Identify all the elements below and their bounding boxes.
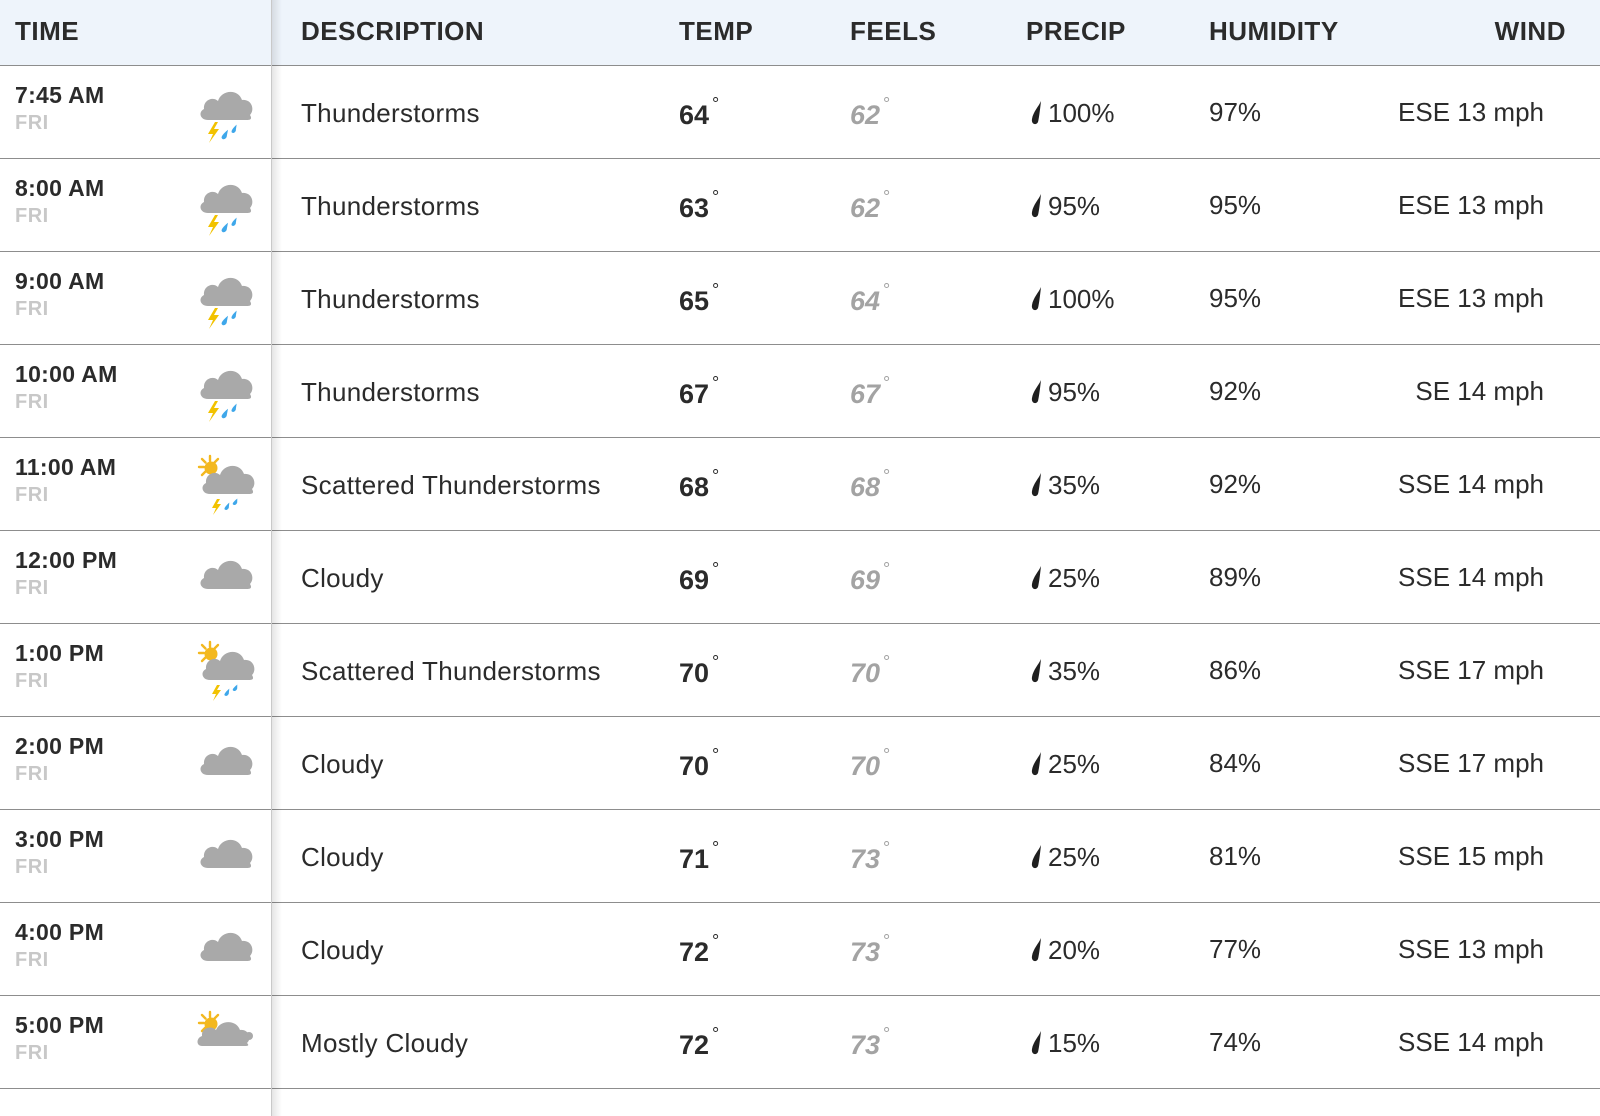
row-time: 7:45 AM: [15, 82, 105, 108]
table-row[interactable]: [0, 159, 1600, 252]
row-temp: [679, 466, 720, 503]
row-description: Thunderstorms: [301, 98, 480, 128]
row-humidity: 86%: [1209, 655, 1262, 685]
row-time: 1:00 PM: [15, 640, 105, 666]
raindrop-icon: [1030, 658, 1044, 684]
row-feels-value: 73: [850, 844, 881, 874]
row-temp: [679, 373, 720, 410]
row-temp: [679, 94, 720, 131]
row-description: Cloudy: [301, 935, 384, 965]
row-temp-value: 64: [679, 100, 710, 130]
row-feels: [850, 652, 891, 689]
row-precip: [1030, 749, 1100, 780]
row-description: Scattered Thunderstorms: [301, 470, 601, 500]
row-day: FRI: [15, 205, 49, 227]
cloud-icon: [194, 545, 258, 609]
row-day: FRI: [15, 484, 49, 506]
raindrop-icon: [1030, 379, 1044, 405]
row-time: 4:00 PM: [15, 919, 105, 945]
degree-symbol: °: [883, 466, 891, 486]
row-precip: [1030, 191, 1100, 222]
row-precip: [1030, 1028, 1100, 1059]
row-precip-value: 35%: [1048, 470, 1101, 500]
row-humidity: 95%: [1209, 190, 1262, 220]
row-feels-value: 70: [850, 658, 881, 688]
row-humidity: 89%: [1209, 562, 1262, 592]
table-row[interactable]: [0, 345, 1600, 438]
row-temp-value: 68: [679, 472, 710, 502]
row-feels-value: 70: [850, 751, 881, 781]
row-feels: [850, 94, 891, 131]
row-temp-value: 71: [679, 844, 710, 874]
row-time: 11:00 AM: [15, 454, 117, 480]
row-precip: [1030, 377, 1100, 408]
degree-symbol: °: [712, 559, 720, 579]
row-precip-value: 100%: [1048, 284, 1115, 314]
cloud-icon: [194, 731, 258, 795]
degree-symbol: °: [883, 838, 891, 858]
row-temp: [679, 187, 720, 224]
row-wind: SE 14 mph: [1415, 376, 1544, 406]
row-day: FRI: [15, 670, 49, 692]
row-precip-value: 95%: [1048, 377, 1101, 407]
row-description: Thunderstorms: [301, 191, 480, 221]
row-temp-value: 65: [679, 286, 710, 316]
row-precip-value: 25%: [1048, 563, 1101, 593]
table-row[interactable]: [0, 66, 1600, 159]
degree-symbol: °: [883, 652, 891, 672]
row-feels: [850, 745, 891, 782]
row-precip: [1030, 98, 1115, 129]
row-feels: [850, 280, 891, 317]
row-temp: [679, 1024, 720, 1061]
row-temp-value: 72: [679, 1030, 710, 1060]
row-humidity: 84%: [1209, 748, 1262, 778]
degree-symbol: °: [883, 931, 891, 951]
row-precip: [1030, 470, 1100, 501]
degree-symbol: °: [883, 280, 891, 300]
row-humidity: 97%: [1209, 97, 1262, 127]
row-precip-value: 15%: [1048, 1028, 1101, 1058]
row-precip: [1030, 563, 1100, 594]
degree-symbol: °: [883, 559, 891, 579]
row-time: 12:00 PM: [15, 547, 118, 573]
degree-symbol: °: [712, 931, 720, 951]
row-time: 10:00 AM: [15, 361, 118, 387]
table-row[interactable]: [0, 624, 1600, 717]
row-precip: [1030, 284, 1115, 315]
row-temp: [679, 280, 720, 317]
row-feels-value: 68: [850, 472, 881, 502]
row-temp: [679, 931, 720, 968]
row-wind: SSE 14 mph: [1398, 469, 1544, 499]
row-feels-value: 69: [850, 565, 881, 595]
row-wind: ESE 13 mph: [1398, 97, 1544, 127]
row-temp: [679, 745, 720, 782]
cloud-icon: [194, 917, 258, 981]
row-humidity: 95%: [1209, 283, 1262, 313]
row-precip-value: 35%: [1048, 656, 1101, 686]
row-wind: SSE 14 mph: [1398, 1027, 1544, 1057]
thunderstorm-icon: [194, 359, 258, 423]
raindrop-icon: [1030, 193, 1044, 219]
row-description: Thunderstorms: [301, 377, 480, 407]
degree-symbol: °: [712, 466, 720, 486]
row-precip: [1030, 935, 1100, 966]
row-humidity: 92%: [1209, 376, 1262, 406]
row-description: Thunderstorms: [301, 284, 480, 314]
row-feels-value: 73: [850, 1030, 881, 1060]
row-temp-value: 67: [679, 379, 710, 409]
table-row[interactable]: [0, 438, 1600, 531]
row-time: 5:00 PM: [15, 1012, 105, 1038]
row-wind: SSE 17 mph: [1398, 748, 1544, 778]
degree-symbol: °: [712, 373, 720, 393]
row-feels: [850, 559, 891, 596]
row-day: FRI: [15, 298, 49, 320]
table-row[interactable]: [0, 810, 1600, 903]
row-precip-value: 100%: [1048, 98, 1115, 128]
row-precip-value: 25%: [1048, 842, 1101, 872]
row-feels: [850, 373, 891, 410]
row-day: FRI: [15, 112, 49, 134]
column-header-feels[interactable]: FEELS: [850, 16, 937, 46]
row-day: FRI: [15, 577, 49, 599]
row-precip: [1030, 656, 1100, 687]
row-temp: [679, 559, 720, 596]
row-temp: [679, 838, 720, 875]
column-header-time[interactable]: TIME: [15, 16, 80, 46]
thunderstorm-icon: [194, 173, 258, 237]
row-precip-value: 95%: [1048, 191, 1101, 221]
raindrop-icon: [1030, 937, 1044, 963]
row-description: Cloudy: [301, 563, 384, 593]
row-feels: [850, 838, 891, 875]
raindrop-icon: [1030, 286, 1044, 312]
row-day: FRI: [15, 763, 49, 785]
thunderstorm-icon: [194, 266, 258, 330]
scattered-thunderstorm-icon: [194, 638, 258, 702]
thunderstorm-icon: [194, 80, 258, 144]
row-time: 3:00 PM: [15, 826, 105, 852]
sticky-column-divider: [271, 0, 272, 1116]
row-feels-value: 64: [850, 286, 881, 316]
row-day: FRI: [15, 391, 49, 413]
degree-symbol: °: [883, 187, 891, 207]
row-feels-value: 62: [850, 100, 881, 130]
row-day: FRI: [15, 1042, 49, 1064]
table-row[interactable]: [0, 252, 1600, 345]
row-humidity: 92%: [1209, 469, 1262, 499]
column-header-temp[interactable]: TEMP: [679, 16, 754, 46]
row-wind: SSE 14 mph: [1398, 562, 1544, 592]
row-wind: ESE 13 mph: [1398, 190, 1544, 220]
row-description: Mostly Cloudy: [301, 1028, 469, 1058]
column-header-wind[interactable]: WIND: [1494, 16, 1566, 46]
row-description: Cloudy: [301, 842, 384, 872]
row-description: Scattered Thunderstorms: [301, 656, 601, 686]
row-feels-value: 73: [850, 937, 881, 967]
column-header-humidity[interactable]: HUMIDITY: [1209, 16, 1339, 46]
table-body: [0, 66, 1600, 1089]
row-temp-value: 70: [679, 751, 710, 781]
row-temp: [679, 652, 720, 689]
table-row[interactable]: [0, 996, 1600, 1089]
degree-symbol: °: [712, 280, 720, 300]
degree-symbol: °: [712, 187, 720, 207]
row-feels: [850, 931, 891, 968]
row-feels-value: 67: [850, 379, 881, 409]
row-wind: SSE 15 mph: [1398, 841, 1544, 871]
table-row[interactable]: [0, 717, 1600, 810]
row-temp-value: 70: [679, 658, 710, 688]
table-row[interactable]: [0, 903, 1600, 996]
row-humidity: 74%: [1209, 1027, 1262, 1057]
column-header-description[interactable]: DESCRIPTION: [301, 16, 485, 46]
degree-symbol: °: [883, 94, 891, 114]
row-day: FRI: [15, 949, 49, 971]
degree-symbol: °: [712, 745, 720, 765]
degree-symbol: °: [883, 1024, 891, 1044]
row-wind: ESE 13 mph: [1398, 283, 1544, 313]
scattered-thunderstorm-icon: [194, 452, 258, 516]
row-humidity: 81%: [1209, 841, 1262, 871]
degree-symbol: °: [712, 652, 720, 672]
degree-symbol: °: [883, 373, 891, 393]
degree-symbol: °: [712, 838, 720, 858]
row-feels: [850, 466, 891, 503]
row-precip-value: 20%: [1048, 935, 1101, 965]
table-row[interactable]: [0, 531, 1600, 624]
row-precip-value: 25%: [1048, 749, 1101, 779]
row-time: 2:00 PM: [15, 733, 105, 759]
degree-symbol: °: [883, 745, 891, 765]
raindrop-icon: [1030, 1030, 1044, 1056]
column-header-precip[interactable]: PRECIP: [1026, 16, 1126, 46]
row-time: 9:00 AM: [15, 268, 105, 294]
row-feels: [850, 1024, 891, 1061]
row-time: 8:00 AM: [15, 175, 105, 201]
row-precip: [1030, 842, 1100, 873]
degree-symbol: °: [712, 94, 720, 114]
table-header: [0, 0, 1600, 66]
raindrop-icon: [1030, 751, 1044, 777]
raindrop-icon: [1030, 100, 1044, 126]
row-humidity: 77%: [1209, 934, 1262, 964]
row-temp-value: 69: [679, 565, 710, 595]
mostly-cloudy-icon: [194, 1010, 258, 1074]
raindrop-icon: [1030, 565, 1044, 591]
raindrop-icon: [1030, 472, 1044, 498]
row-temp-value: 72: [679, 937, 710, 967]
row-wind: SSE 17 mph: [1398, 655, 1544, 685]
row-description: Cloudy: [301, 749, 384, 779]
raindrop-icon: [1030, 844, 1044, 870]
row-feels: [850, 187, 891, 224]
row-temp-value: 63: [679, 193, 710, 223]
row-feels-value: 62: [850, 193, 881, 223]
cloud-icon: [194, 824, 258, 888]
degree-symbol: °: [712, 1024, 720, 1044]
row-day: FRI: [15, 856, 49, 878]
row-wind: SSE 13 mph: [1398, 934, 1544, 964]
